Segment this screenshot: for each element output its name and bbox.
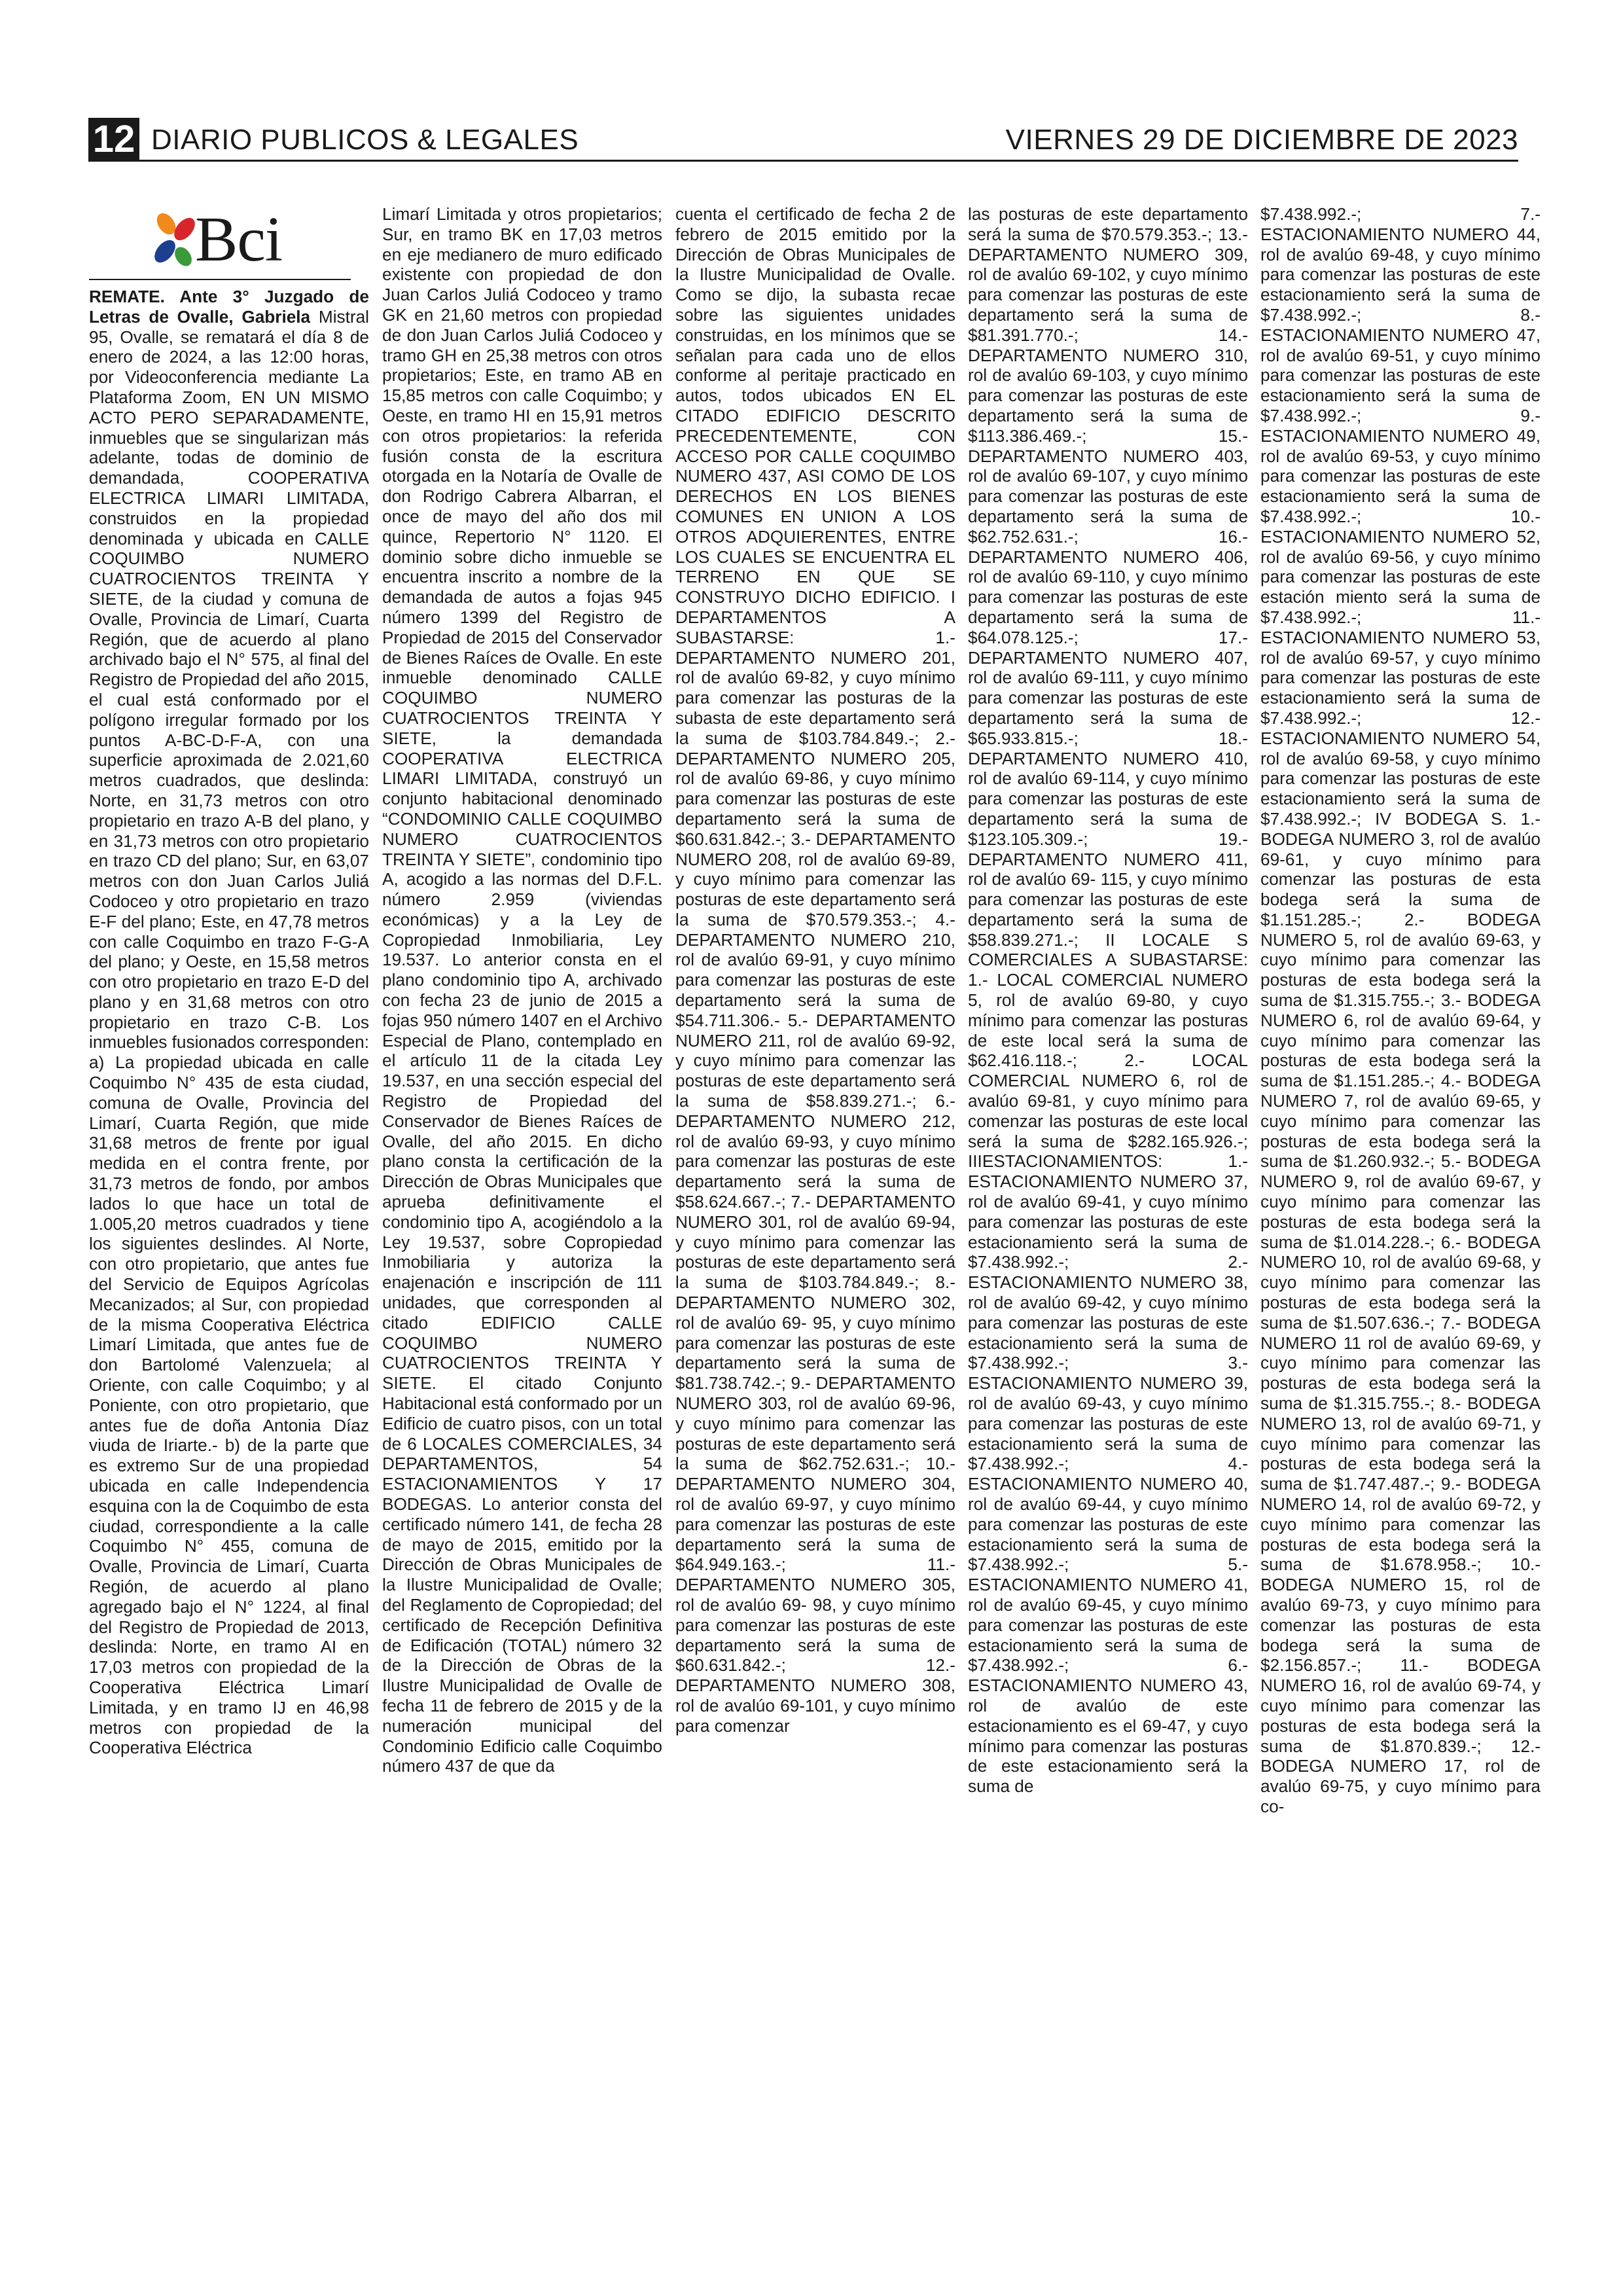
page-number: 12 bbox=[88, 118, 139, 161]
notice-lead: REMATE. Ante 3° Juzgado de Letras de Ovalle, Gabriela bbox=[89, 287, 369, 327]
notice-text-3: cuenta el certificado de fecha 2 de febrero de 2015 emitido por la Dirección de Obras Municipales de la Ilustre Municipalidad de Ovalle. Como se dijo, la subasta recae sobre las siguientes unidades construidas, en los mínimos que se señalan para cada uno de ellos conforme al peritaje practicado en autos, todos ubicados EN EL CITADO EDIFICIO DESCRITO PRECEDENTEMENTE, CON ACCESO POR CALLE COQUIMBO NUMERO 437, ASI COMO DE LOS DERECHOS EN LOS BIENES COMUNES EN UNION A LOS OTROS ADQUIERENTES, ENTRE LOS CUALES SE ENCUENTRA EL TERRENO EN QUE SE CONSTRUYO DICHO EDIFICIO. I DEPARTAMENTOS A SUBASTARSE: 1.- DEPARTAMENTO NUMERO 201, rol de avalúo 69-82, y cuyo mínimo para comenzar las posturas de la subasta de este departamento será la suma de $103.784.849.-; 2.- DEPARTAMENTO NUMERO 205, rol de avalúo 69-86, y cuyo mínimo para comenzar las posturas de este departamento será la suma de $60.631.842.-; 3.- DEPARTAMENTO NUMERO 208, rol de avalúo 69-89, y cuyo mínimo para comenzar las posturas de este departamento será la suma de $70.579.353.-; 4.- DEPARTAMENTO NUMERO 210, rol de avalúo 69-91, y cuyo mínimo para comenzar las posturas de este departamento será la suma de $54.711.306.- 5.- DEPARTAMENTO NUMERO 211, rol de avalúo 69-92, y cuyo mínimo para comenzar las posturas de este departamento será la suma de $58.839.271.-; 6.- DEPARTAMENTO NUMERO 212, rol de avalúo 69-93, y cuyo mínimo para comenzar las posturas de este departamento será la suma de $58.624.667.-; 7.- DEPARTAMENTO NUMERO 301, rol de avalúo 69-94, y cuyo mínimo para comenzar las posturas de este departamento será la suma de $103.784.849.-; 8.- DEPARTAMENTO NUMERO 302, rol de avalúo 69- 95, y cuyo mínimo para comenzar las posturas de este departamento será la suma de $81.738.742.-; 9.- DEPARTAMENTO NUMERO 303, rol de avalúo 69-96, y cuyo mínimo para comenzar las posturas de este departamento será la suma de $62.752.631.-; 10.- DEPARTAMENTO NUMERO 304, rol de avalúo 69-97, y cuyo mínimo para comenzar las posturas de este departamento será la suma de $64.949.163.-; 11.- DEPARTAMENTO NUMERO 305, rol de avalúo 69- 98, y cuyo mínimo para comenzar las posturas de este departamento será la suma de $60.631.842.-; 12.- DEPARTAMENTO NUMERO 308, rol de avalúo 69-101, y cuyo mínimo para comenzar bbox=[675, 204, 955, 1736]
notice-column-3 bbox=[675, 204, 955, 2217]
bci-logo-mark-icon bbox=[149, 211, 202, 270]
notice-column-1 bbox=[89, 287, 369, 2217]
notice-text-1: Mistral 95, Ovalle, se rematará el día 8 de enero de 2024, a las 12:00 horas, por Videoconferencia mediante La Plataforma Zoom, EN UN MISMO ACTO PERO SEPARADAMENTE, inmuebles que se singularizan más adelante, todas de dominio de demandada, COOPERATIVA ELECTRICA LIMARI LIMITADA, construidos en la propiedad denominada y ubicada en CALLE COQUIMBO NUMERO CUATROCIENTOS TREINTA Y SIETE, de la ciudad y comuna de Ovalle, Provincia de Limarí, Cuarta Región, que de acuerdo al plano archivado bajo el N° 575, al final del Registro de Propiedad del año 2015, el cual está conformado por el polígono irregular formado por los puntos A-BC-D-F-A, con una superficie aproximada de 2.021,60 metros cuadrados, que deslinda: Norte, en 31,73 metros con otro propietario en trazo A-B del plano, y en 31,73 metros con otro propietario en trazo CD del plano; Sur, en 63,07 metros con don Juan Carlos Juliá Codoceo y otro propietario en trazo E-F del plano; Este, en 47,78 metros con calle Coquimbo en trazo F-G-A del plano; y Oeste, en 15,58 metros con otro propietario en trazo E-D del plano y en 31,68 metros con otro propietario en trazo C-B. Los inmuebles fusionados corresponden: a) La propiedad ubicada en calle Coquimbo N° 435 de esta ciudad, comuna de Ovalle, Provincia del Limarí, Cuarta Región, que mide 31,68 metros de frente por igual medida en el contra frente, por 31,73 metros de fondo, por ambos lados lo que hace un total de 1.005,20 metros cuadrados y tiene los siguientes deslindes. Al Norte, con otro propietario, que antes fue del Servicio de Equipos Agrícolas Mecanizados; al Sur, con propiedad de la misma Cooperativa Eléctrica Limarí Limitada, que antes fue de don Bartolomé Valenzuela; al Oriente, con calle Coquimbo; y al Poniente, con otro propietario, que antes fue de doña Antonia Díaz viuda de Iriarte.- b) de la parte que es extremo Sur de una propiedad ubicada en calle Independencia esquina con la de Coquimbo de esta ciudad, correspondiente a la calle Coquimbo N° 455, comuna de Ovalle, Provincia de Limarí, Cuarta Región, de acuerdo al plano agregado bajo el N° 1224, al final del Registro de Propiedad de 2013, deslinda: Norte, en tramo AI en 17,03 metros con propiedad de la Cooperativa Eléctrica Limarí Limitada, y en tramo IJ en 46,98 metros con propiedad de la Cooperativa Eléctrica bbox=[89, 306, 369, 1758]
notice-text-5: $7.438.992.-; 7.- ESTACIONAMIENTO NUMERO 44, rol de avalúo 69-48, y cuyo mínimo para comenzar las posturas de este estacionamiento será la suma de $7.438.992.-; 8.- ESTACIONAMIENTO NUMERO 47, rol de avalúo 69-51, y cuyo mínimo para comenzar las posturas de este estacionamiento será la suma de $7.438.992.-; 9.- ESTACIONAMIENTO NUMERO 49, rol de avalúo 69-53, y cuyo mínimo para comenzar las posturas de este estacionamiento será la suma de $7.438.992.-; 10.- ESTACIONAMIENTO NUMERO 52, rol de avalúo 69-56, y cuyo mínimo para comenzar las posturas de este estación miento será la suma de $7.438.992.-; 11.- ESTACIONAMIENTO NUMERO 53, rol de avalúo 69-57, y cuyo mínimo para comenzar las posturas de este estacionamiento será la suma de $7.438.992.-; 12.- ESTACIONAMIENTO NUMERO 54, rol de avalúo 69-58, y cuyo mínimo para comenzar las posturas de este estacionamiento será la suma de $7.438.992.-; IV BODEGA S. 1.- BODEGA NUMERO 3, rol de avalúo 69-61, y cuyo mínimo para comenzar las posturas de esta bodega será la suma de $1.151.285.-; 2.- BODEGA NUMERO 5, rol de avalúo 69-63, y cuyo mínimo para comenzar las posturas de esta bodega será la suma de $1.315.755.-; 3.- BODEGA NUMERO 6, rol de avalúo 69-64, y cuyo mínimo para comenzar las posturas de esta bodega será la suma de $1.151.285.-; 4.- BODEGA NUMERO 7, rol de avalúo 69-65, y cuyo mínimo para comenzar las posturas de esta bodega será la suma de $1.260.932.-; 5.- BODEGA NUMERO 9, rol de avalúo 69-67, y cuyo mínimo para comenzar las posturas de esta bodega será la suma de $1.014.228.-; 6.- BODEGA NUMERO 10, rol de avalúo 69-68, y cuyo mínimo para comenzar las posturas de esta bodega será la suma de $1.507.636.-; 7.- BODEGA NUMERO 11 rol de avalúo 69-69, y cuyo mínimo para comenzar las posturas de esta bodega será la suma de $1.315.755.-; 8.- BODEGA NUMERO 13, rol de avalúo 69-71, y cuyo mínimo para comenzar las posturas de esta bodega será la suma de $1.747.487.-; 9.- BODEGA NUMERO 14, rol de avalúo 69-72, y cuyo mínimo para comenzar las posturas de esta bodega será la suma de $1.678.958.-; 10.- BODEGA NUMERO 15, rol de avalúo 69-73, y cuyo mínimo para comenzar las posturas de esta bodega será la suma de $2.156.857.-; 11.- BODEGA NUMERO 16, rol de avalúo 69-74, y cuyo mínimo para comenzar las posturas de esta bodega será la suma de $1.870.839.-; 12.- BODEGA NUMERO 17, rol de avalúo 69-75, y cuyo mínimo para co- bbox=[1260, 204, 1541, 1816]
notice-column-5 bbox=[1260, 204, 1541, 2217]
notice-column-4 bbox=[968, 204, 1248, 2217]
publication-title: DIARIO PUBLICOS & LEGALES bbox=[151, 124, 579, 156]
notice-text-2: Limarí Limitada y otros propietarios; Sur, en tramo BK en 17,03 metros en eje medianero de muro edificado existente con propiedad de don Juan Carlos Juliá Codoceo y tramo GK en 21,60 metros con propiedad de don Juan Carlos Juliá Codoceo y tramo GH en 25,38 metros con otros propietarios; Este, en tramo AB en 15,85 metros con calle Coquimbo; y Oeste, en tramo HI en 15,91 metros con otros propietarios: la referida fusión consta de la escritura otorgada en la Notaría de Ovalle de don Rodrigo Cabrera Albarran, el once de mayo del año dos mil quince, Repertorio N° 1120. El dominio sobre dicho inmueble se encuentra inscrito a nombre de la demandada de autos a fojas 945 número 1399 del Registro de Propiedad de 2015 del Conservador de Bienes Raíces de Ovalle. En este inmueble denominado CALLE COQUIMBO NUMERO CUATROCIENTOS TREINTA Y SIETE, la demandada COOPERATIVA ELECTRICA LIMARI LIMITADA, construyó un conjunto habitacional denominado “CONDOMINIO CALLE COQUIMBO NUMERO CUATROCIENTOS TREINTA Y SIETE”, condominio tipo A, acogido a las normas del D.F.L. número 2.959 (viviendas económicas) y a la Ley de Copropiedad Inmobiliaria, Ley 19.537. Lo anterior consta en el plano condominio tipo A, archivado con fecha 23 de junio de 2015 a fojas 950 número 1407 en el Archivo Especial de Plano, contemplado en el artículo 11 de la citada Ley 19.537, en una sección especial del Registro de Propiedad del Conservador de Bienes Raíces de Ovalle, del año 2015. En dicho plano consta la certificación de la Dirección de Obras Municipales que aprueba definitivamente el condominio tipo A, acogiéndolo a la Ley 19.537, sobre Copropiedad Inmobiliaria y autoriza la enajenación e inscripción de 111 unidades, que corresponden al citado EDIFICIO CALLE COQUIMBO NUMERO CUATROCIENTOS TREINTA Y SIETE. El citado Conjunto Habitacional está conformado por un Edificio de cuatro pisos, con un total de 6 LOCALES COMERCIALES, 34 DEPARTAMENTOS, 54 ESTACIONAMIENTOS Y 17 BODEGAS. Lo anterior consta del certificado número 141, de fecha 28 de mayo de 2015, emitido por la Dirección de Obras Municipales de la Ilustre Municipalidad de Ovalle; del Reglamento de Copropiedad; del certificado de Recepción Definitiva de Edificación (TOTAL) número 32 de la Dirección de Obras de la Ilustre Municipalidad de Ovalle de fecha 11 de febrero de 2015 y de la numeración municipal del Condominio Edificio calle Coquimbo número 437 de que da bbox=[382, 204, 662, 1776]
notice-column-2 bbox=[382, 204, 662, 2217]
publication-date: VIERNES 29 DE DICIEMBRE DE 2023 bbox=[1005, 124, 1518, 156]
logo-divider bbox=[89, 279, 351, 280]
notice-text-4: las posturas de este departamento será la suma de $70.579.353.-; 13.- DEPARTAMENTO NUMERO 309, rol de avalúo 69-102, y cuyo mínimo para comenzar las posturas de este departamento será la suma de $81.391.770.-; 14.- DEPARTAMENTO NUMERO 310, rol de avalúo 69-103, y cuyo mínimo para comenzar las posturas de este departamento será la suma de $113.386.469.-; 15.- DEPARTAMENTO NUMERO 403, rol de avalúo 69-107, y cuyo mínimo para comenzar las posturas de este departamento será la suma de $62.752.631.-; 16.- DEPARTAMENTO NUMERO 406, rol de avalúo 69-110, y cuyo mínimo para comenzar las posturas de este departamento será la suma de $64.078.125.-; 17.- DEPARTAMENTO NUMERO 407, rol de avalúo 69-111, y cuyo mínimo para comenzar las posturas de este departamento será la suma de $65.933.815.-; 18.- DEPARTAMENTO NUMERO 410, rol de avalúo 69-114, y cuyo mínimo para comenzar las posturas de este departamento será la suma de $123.105.309.-; 19.- DEPARTAMENTO NUMERO 411, rol de avalúo 69- 115, y cuyo mínimo para comenzar las posturas de este departamento será la suma de $58.839.271.-; II LOCALE S COMERCIALES A SUBASTARSE: 1.- LOCAL COMERCIAL NUMERO 5, rol de avalúo 69-80, y cuyo mínimo para comenzar las posturas de este local será la suma de $62.416.118.-; 2.- LOCAL COMERCIAL NUMERO 6, rol de avalúo 69-81, y cuyo mínimo para comenzar las posturas de este local será la suma de $282.165.926.-; IIIESTACIONAMIENTOS: 1.- ESTACIONAMIENTO NUMERO 37, rol de avalúo 69-41, y cuyo mínimo para comenzar las posturas de este estacionamiento será la suma de $7.438.992.-; 2.- ESTACIONAMIENTO NUMERO 38, rol de avalúo 69-42, y cuyo mínimo para comenzar las posturas de este estacionamiento será la suma de $7.438.992.-; 3.- ESTACIONAMIENTO NUMERO 39, rol de avalúo 69-43, y cuyo mínimo para comenzar las posturas de este estacionamiento será la suma de $7.438.992.-; 4.- ESTACIONAMIENTO NUMERO 40, rol de avalúo 69-44, y cuyo mínimo para comenzar las posturas de este estacionamiento será la suma de $7.438.992.-; 5.- ESTACIONAMIENTO NUMERO 41, rol de avalúo 69-45, y cuyo mínimo para comenzar las posturas de este estacionamiento será la suma de $7.438.992.-; 6.- ESTACIONAMIENTO NUMERO 43, rol de avalúo de este estacionamiento es el 69-47, y cuyo mínimo para comenzar las posturas de este estacionamiento será la suma de bbox=[968, 204, 1248, 1797]
bci-logo-text: Bci bbox=[195, 204, 283, 275]
bci-logo bbox=[149, 204, 317, 275]
page-header bbox=[88, 115, 1518, 162]
